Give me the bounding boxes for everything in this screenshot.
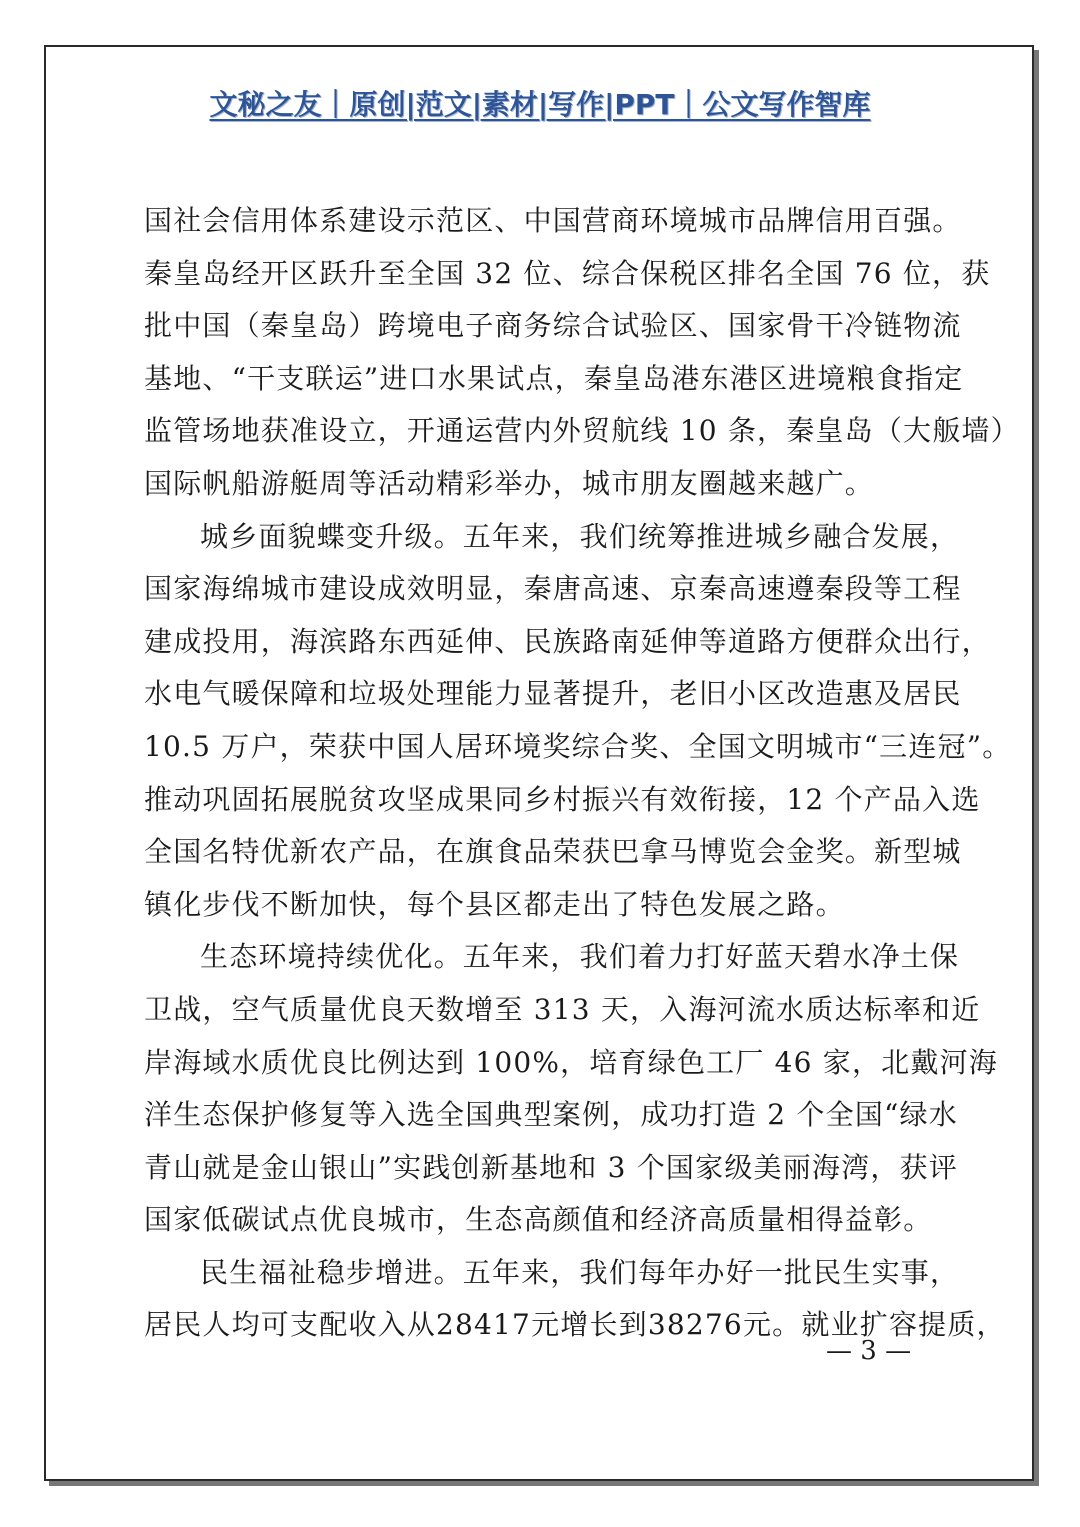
text-line: 国社会信用体系建设示范区、中国营商环境城市品牌信用百强。 xyxy=(144,204,962,237)
text-line: 洋生态保护修复等入选全国典型案例，成功打造 2 个全国“绿水 xyxy=(144,1098,958,1132)
body-text xyxy=(144,195,1020,1352)
text-line: 批中国（秦皇岛）跨境电子商务综合试验区、国家骨干冷链物流 xyxy=(144,309,962,343)
paragraph-start-line: 城乡面貌蝶变升级。五年来，我们统筹推进城乡融合发展， xyxy=(200,519,960,553)
paragraph-start-line: 民生福祉稳步增进。五年来，我们每年办好一批民生实事， xyxy=(200,1255,960,1289)
page-number: — 3 — xyxy=(826,1336,912,1366)
text-line: 监管场地获准设立，开通运营内外贸航线 10 条，秦皇岛（大舨墙） xyxy=(144,414,1020,448)
text-line: 卫战，空气质量优良天数增至 313 天，入海河流水质达标率和近 xyxy=(144,992,981,1026)
text-line: 全国名特优新农产品，在旗食品荣获巴拿马博览会金奖。新型城 xyxy=(144,835,962,869)
text-line: 国家低碳试点优良城市，生态高颜值和经济高质量相得益彰。 xyxy=(144,1203,933,1237)
document-header: 文秘之友｜原创|范文|素材|写作|PPT｜公文写作智库 xyxy=(209,88,871,121)
text-line: 国家海绵城市建设成效明显，秦唐高速、京秦高速遵秦段等工程 xyxy=(144,572,962,606)
text-line: 推动巩固拓展脱贫攻坚成果同乡村振兴有效衔接，12 个产品入选 xyxy=(144,782,981,816)
text-line: 岸海域水质优良比例达到 100%，培育绿色工厂 46 家，北戴河海 xyxy=(144,1045,998,1079)
paragraph-start-line: 生态环境持续优化。五年来，我们着力打好蓝天碧水净土保 xyxy=(200,940,960,974)
text-line: 建成投用，海滨路东西延伸、民族路南延伸等道路方便群众出行， xyxy=(144,624,991,658)
text-line: 国际帆船游艇周等活动精彩举办，城市朋友圈越来越广。 xyxy=(144,466,875,500)
text-line: 秦皇岛经开区跃升至全国 32 位、综合保税区排名全国 76 位，获 xyxy=(144,256,991,290)
text-line: 基地、“干支联运”进口水果试点，秦皇岛港东港区进境粮食指定 xyxy=(144,361,964,395)
text-line: 镇化步伐不断加快，每个县区都走出了特色发展之路。 xyxy=(144,887,845,921)
text-line: 居民人均可支配收入从28417元增长到38276元。就业扩容提质， xyxy=(144,1308,1006,1342)
text-line: 水电气暖保障和垃圾处理能力显著提升，老旧小区改造惠及居民 xyxy=(144,677,962,711)
text-line: 10.5 万户，荣获中国人居环境奖综合奖、全国文明城市“三连冠”。 xyxy=(144,729,1012,763)
text-line: 青山就是金山银山”实践创新基地和 3 个国家级美丽海湾，获评 xyxy=(144,1150,958,1184)
